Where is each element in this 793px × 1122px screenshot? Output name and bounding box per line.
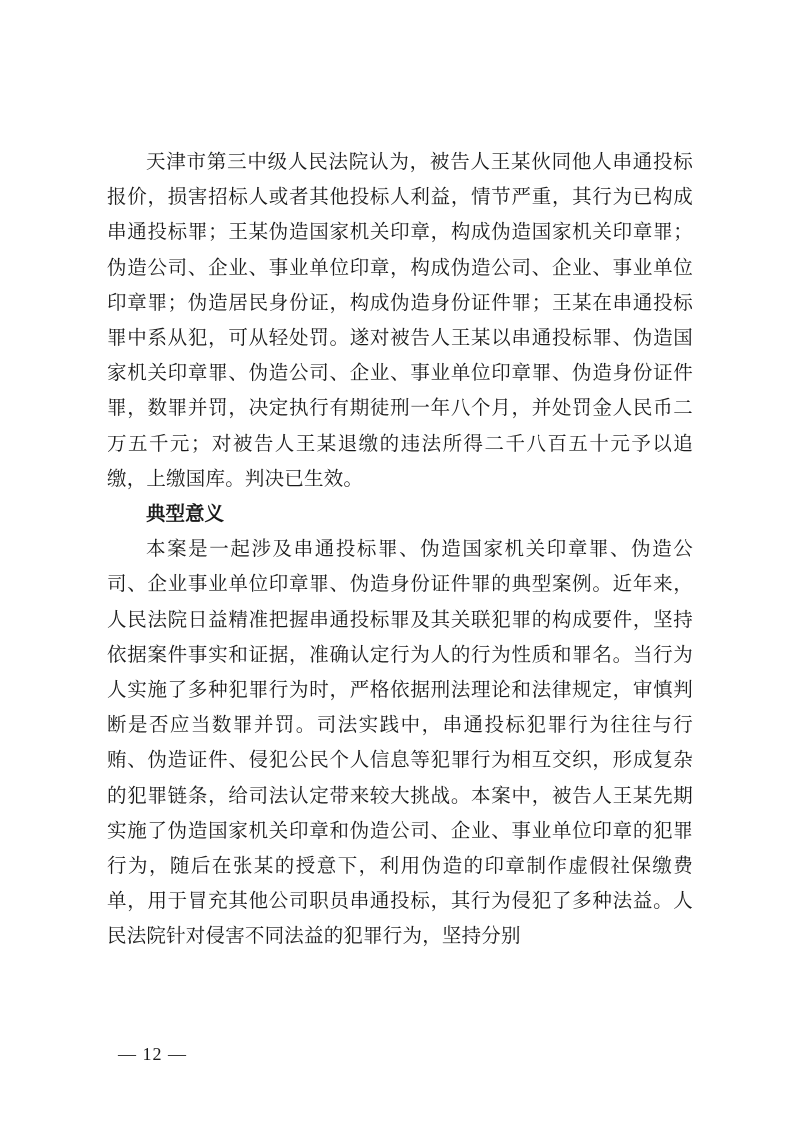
court-ruling-paragraph: 天津市第三中级人民法院认为，被告人王某伙同他人串通投标报价，损害招标人或者其他投标人利益，情节严重，其行为已构成串通投标罪；王某伪造国家机关印章，构成伪造国家机关印章罪；伪造公司、企业、事业单位印章，构成伪造公司、企业、事业单位印章罪；伪造居民身份证，构成伪造身份证件罪；王某在串通投标罪中系从犯，可从轻处罚。遂对被告人王某以串通投标罪、伪造国家机关印章罪、伪造公司、企业、事业单位印章罪、伪造身份证件罪，数罪并罚，决定执行有期徒刑一年八个月，并处罚金人民币二万五千元；对被告人王某退缴的违法所得二千八百五十元予以追缴，上缴国库。判决已生效。 <box>107 150 693 490</box>
document-body <box>107 144 693 954</box>
page-number: — 12 — <box>118 1044 187 1064</box>
section-heading: 典型意义 <box>146 502 225 526</box>
significance-paragraph: 本案是一起涉及串通投标罪、伪造国家机关印章罪、伪造公司、企业事业单位印章罪、伪造身份证件罪的典型案例。近年来，人民法院日益精准把握串通投标罪及其关联犯罪的构成要件，坚持依据案件事实和证据，准确认定行为人的行为性质和罪名。当行为人实施了多种犯罪行为时，严格依据刑法理论和法律规定，审慎判断是否应当数罪并罚。司法实践中，串通投标犯罪行为往往与行贿、伪造证件、侵犯公民个人信息等犯罪行为相互交织，形成复杂的犯罪链条，给司法认定带来较大挑战。本案中，被告人王某先期实施了伪造国家机关印章和伪造公司、企业、事业单位印章的犯罪行为，随后在张某的授意下，利用伪造的印章制作虚假社保缴费单，用于冒充其他公司职员串通投标，其行为侵犯了多种法益。人民法院针对侵害不同法益的犯罪行为，坚持分别 <box>107 537 693 948</box>
